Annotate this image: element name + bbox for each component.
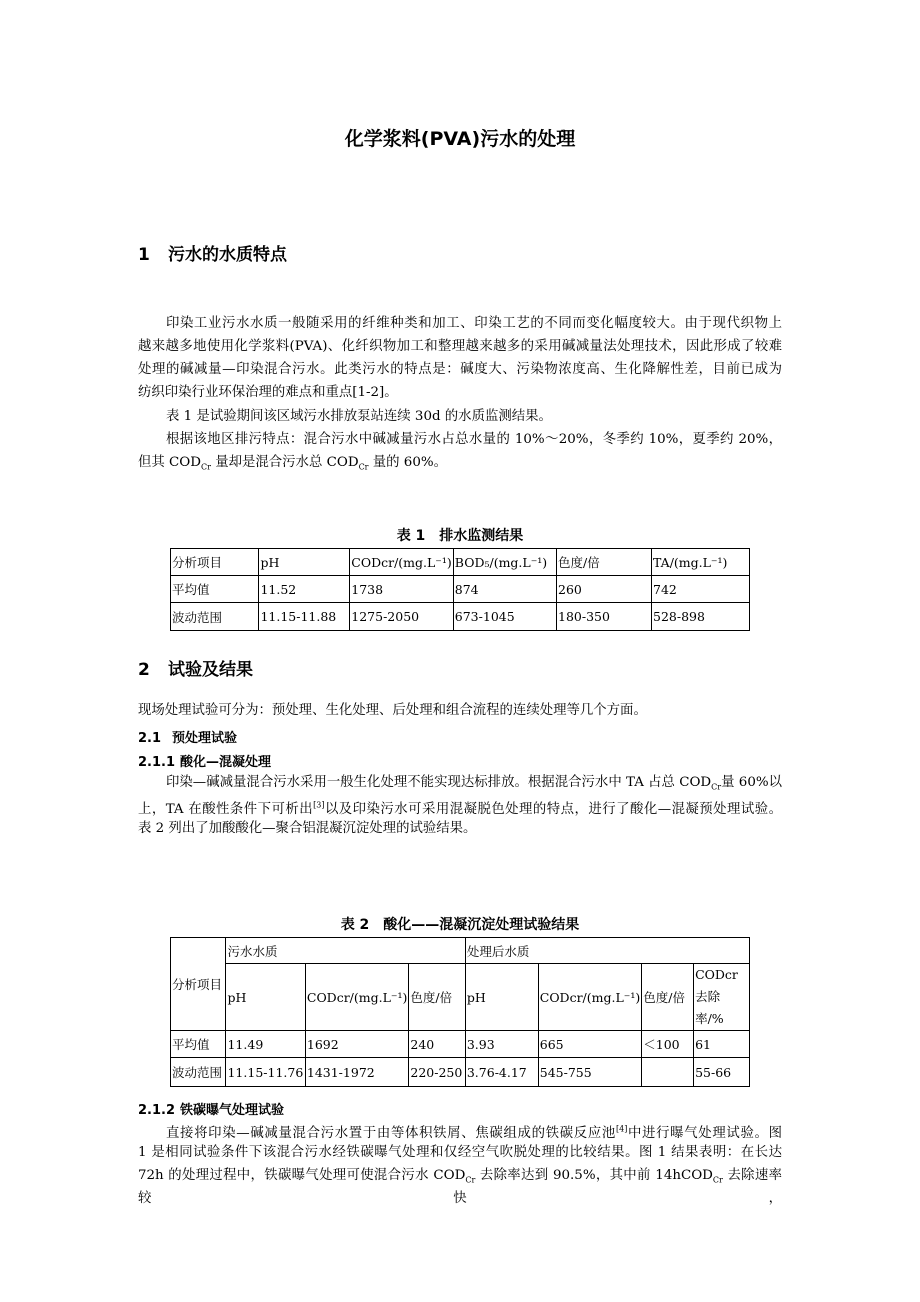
text-run: 中进行曝气处理试验。图 <box>627 1126 783 1142</box>
table-2 <box>170 937 750 1087</box>
table-cell: 240 <box>409 1031 465 1058</box>
table-row <box>171 576 750 603</box>
table-cell: TA/(mg.L⁻¹) <box>652 549 750 576</box>
subsection-2-1-1-heading <box>138 751 271 770</box>
table-cell: 色度/倍 <box>557 549 652 576</box>
table-cell: 平均值 <box>171 1031 226 1058</box>
paragraph-line <box>138 797 782 819</box>
table-cell: CODcr/(mg.L⁻¹) <box>350 549 454 576</box>
table-cell: 1692 <box>305 1031 409 1058</box>
table-cell: 742 <box>652 576 750 603</box>
citation-superscript: [3] <box>313 801 325 810</box>
text-run: 量的 60%。 <box>368 455 447 470</box>
subsection-2-1-2-heading <box>138 1099 284 1118</box>
table-cell <box>642 1058 694 1087</box>
table-cell: 污水水质 <box>226 938 465 964</box>
table-cell: 61 <box>694 1031 750 1058</box>
paragraph-line <box>138 820 782 838</box>
table-cell: 55-66 <box>694 1058 750 1087</box>
text-run: 1 是相同试验条件下该混合污水经铁碳曝气处理和仅经空气吹脱处理的比较结果。图 1 结果表明：在长达 <box>138 1145 782 1160</box>
section-2-heading <box>138 655 253 680</box>
table-cell: 分析项目 <box>171 938 226 1031</box>
table-1-caption: 表 1 排水监测结果 <box>396 528 524 544</box>
text-run: 纺织印染行业环保治理的难点和重点[1-2]。 <box>138 385 398 400</box>
table-cell: CODcr/(mg.L⁻¹) <box>538 964 642 1031</box>
paragraph-line <box>138 774 782 797</box>
table-cell: 3.76-4.17 <box>465 1058 538 1087</box>
subscript: Cr <box>712 1175 723 1185</box>
table-cell: 波动范围 <box>171 1058 226 1087</box>
text-run: 印染—碱减量混合污水采用一般生化处理不能实现达标排放。根据混合污水中 TA 占总 COD <box>166 775 712 790</box>
table-cell: 11.49 <box>226 1031 305 1058</box>
text-run: 表 1 是试验期间该区域污水排放泵站连续 30d 的水质监测结果。 <box>166 409 552 424</box>
table-cell: 874 <box>453 576 556 603</box>
text-run: 表 2 列出了加酸酸化—聚合铝混凝沉淀处理的试验结果。 <box>138 821 477 836</box>
table-cell: 色度/倍 <box>642 964 694 1031</box>
section-1-heading <box>138 240 287 265</box>
table-cell: 11.15-11.88 <box>259 603 350 631</box>
text-run: 印染工业污水水质一般随采用的纤维种类和加工、印染工艺的不同而变化幅度较大。由于现代织物上 <box>166 316 782 331</box>
subsection-title: 铁碳曝气处理试验 <box>180 1103 285 1118</box>
text-run: 直接将印染—碱减量混合污水置于由等体积铁屑、焦碳组成的铁碳反应池 <box>166 1126 616 1142</box>
subsection-number: 2.1.2 <box>138 1103 176 1118</box>
table-cell: 1738 <box>350 576 454 603</box>
text-run: 处理的碱减量—印染混合污水。此类污水的特点是：碱度大、污染物浓度高、生化降解性差，目前已成为 <box>138 362 782 377</box>
table-cell: 11.15-11.76 <box>226 1058 305 1087</box>
subscript: Cr <box>465 1175 476 1185</box>
text-run: 72h 的处理过程中，铁碳曝气处理可使混合污水 COD <box>138 1168 466 1183</box>
table-row <box>171 1031 750 1058</box>
text-run: 量却是混合污水总 COD <box>210 455 359 470</box>
document-title: 化学浆料(PVA)污水的处理 <box>344 128 576 150</box>
table-cell: 220-250 <box>409 1058 465 1087</box>
table-1 <box>170 548 750 631</box>
table-cell: pH <box>465 964 538 1031</box>
paragraph-line <box>138 1121 782 1143</box>
table-cell: 673-1045 <box>453 603 556 631</box>
paragraph-line <box>138 315 782 333</box>
section-title: 污水的水质特点 <box>168 245 287 265</box>
text-run: 越来越多地使用化学浆料(PVA)、化纤织物加工和整理越来越多的采用碱减量法处理技术，因此形成了较难 <box>138 339 782 354</box>
section-number: 1 <box>138 245 150 265</box>
table-cell: 11.52 <box>259 576 350 603</box>
subsection-number: 2.1 <box>138 731 162 746</box>
paragraph-line <box>138 454 782 477</box>
table-cell: 色度/倍 <box>409 964 465 1031</box>
text-run: 去除率达到 90.5%，其中前 14hCOD <box>475 1168 713 1183</box>
table-cell: 545-755 <box>538 1058 642 1087</box>
table-cell: pH <box>226 964 305 1031</box>
subscript: Cr <box>201 462 211 472</box>
table-cell: 260 <box>557 576 652 603</box>
subscript: Cr <box>711 782 722 792</box>
text-run: 但其 COD <box>138 455 201 470</box>
table-cell: 平均值 <box>171 576 259 603</box>
paragraph-line <box>138 431 782 449</box>
citation-superscript: [4] <box>615 1125 628 1134</box>
table-group-header-row <box>171 938 750 964</box>
table-2-caption: 表 2 酸化——混凝沉淀处理试验结果 <box>340 917 580 933</box>
table-cell: CODcr/(mg.L⁻¹) <box>305 964 409 1031</box>
paragraph-line <box>138 384 782 402</box>
subsection-2-1-heading <box>138 727 237 746</box>
table-cell: 1275-2050 <box>350 603 454 631</box>
text-run: 量 60%以 <box>721 775 782 790</box>
section-number: 2 <box>138 660 150 680</box>
section-title: 试验及结果 <box>168 660 253 680</box>
table-cell: 665 <box>538 1031 642 1058</box>
table-cell: pH <box>259 549 350 576</box>
paragraph-line <box>138 408 782 426</box>
table-cell: 1431-1972 <box>305 1058 409 1087</box>
table-row <box>171 1058 750 1087</box>
table-cell: 波动范围 <box>171 603 259 631</box>
table-cell: BOD₅/(mg.L⁻¹) <box>453 549 556 576</box>
table-cell: 180-350 <box>557 603 652 631</box>
subsection-title: 酸化—混凝处理 <box>180 755 272 770</box>
subscript: Cr <box>358 462 369 472</box>
subsection-number: 2.1.1 <box>138 755 176 770</box>
table-cell: 处理后水质 <box>465 938 749 964</box>
table-row <box>171 603 750 631</box>
text-run: 以及印染污水可采用混凝脱色处理的特点，进行了酸化—混凝预处理试验。 <box>324 802 783 818</box>
paragraph-line <box>138 361 782 379</box>
table-cell: 分析项目 <box>171 549 259 576</box>
text-run: 根据该地区排污特点：混合污水中碱减量污水占总水量的 10%～20%，冬季约 10%，夏季约 20%， <box>166 432 782 447</box>
subsection-title: 预处理试验 <box>172 731 238 746</box>
table-cell: CODcr 去除率/% <box>694 964 750 1031</box>
table-cell: 528-898 <box>652 603 750 631</box>
paragraph-line <box>138 1167 782 1208</box>
paragraph-line <box>138 338 782 356</box>
table-header-row <box>171 549 750 576</box>
section-2-intro: 现场处理试验可分为：预处理、生化处理、后处理和组合流程的连续处理等几个方面。 <box>138 703 647 718</box>
text-run: 上，TA 在酸性条件下可析出 <box>138 802 314 818</box>
table-cell: 3.93 <box>465 1031 538 1058</box>
text-run: 去除速率较快， <box>138 1168 782 1206</box>
table-cell: ＜100 <box>642 1031 694 1058</box>
table-header-row <box>171 964 750 1031</box>
paragraph-line <box>138 1144 782 1162</box>
